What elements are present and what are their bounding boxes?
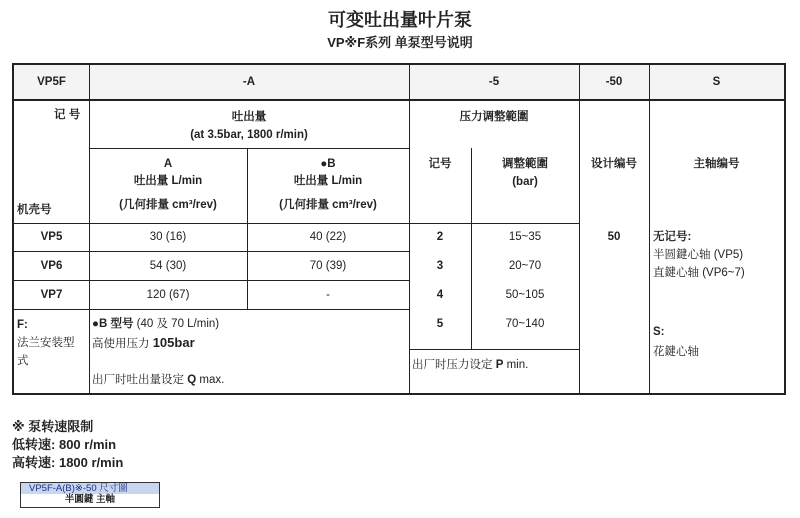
b-note-model: ●B 型号 <box>92 318 134 330</box>
a-label: A <box>163 158 173 170</box>
b-label: ●B <box>320 158 336 170</box>
b-value-vp6: 70 (39) <box>309 259 347 272</box>
code-design: -50 <box>605 76 623 88</box>
b-unit: 吐出量 L/min <box>293 175 363 187</box>
case-vp6: VP6 <box>40 259 63 272</box>
design-value: 50 <box>607 231 621 243</box>
pressure-note-min: min. <box>506 359 529 371</box>
design-no-label: 设计编号 <box>591 158 637 170</box>
pressure-mark-3: 3 <box>436 259 444 272</box>
case-no-label: 机壳号 <box>17 204 52 216</box>
pressure-note <box>412 358 528 373</box>
a-geo: (几何排量 cm³/rev) <box>119 199 217 211</box>
model-code-table <box>12 63 786 395</box>
pressure-note-p: P <box>495 359 504 371</box>
row-line-3 <box>14 309 409 310</box>
notes-heading: ※ 泵转速限制 <box>12 419 94 434</box>
stamp-title[interactable]: VP5F-A(B)※-50 尺寸圖 <box>21 483 159 494</box>
speed-limit-notes <box>12 418 123 472</box>
b-note-line3 <box>92 373 224 388</box>
pressure-mark-5: 5 <box>436 317 444 330</box>
a-value-vp6: 54 (30) <box>149 259 187 272</box>
pressure-unit-label: (bar) <box>512 176 538 188</box>
low-speed-label: 低转速: <box>12 437 56 452</box>
flange-line1: 法兰安装型 <box>17 337 75 349</box>
code-pressure: -5 <box>488 76 500 88</box>
a-value-vp5: 30 (16) <box>149 231 187 243</box>
displacement-condition: (at 3.5bar, 1800 r/min) <box>190 129 308 141</box>
b-geo: (几何排量 cm³/rev) <box>279 199 377 211</box>
b-note-max-pressure-value: 105bar <box>152 335 195 350</box>
a-unit: 吐出量 L/min <box>133 175 203 187</box>
shaft-none-line2: 直鍵心轴 (VP6~7) <box>653 267 745 279</box>
b-value-vp5: 40 (22) <box>309 231 347 243</box>
high-speed-value: 1800 r/min <box>58 455 124 470</box>
pressure-mark-2: 2 <box>436 231 444 243</box>
shaft-no-label: 主轴编号 <box>693 158 740 170</box>
page-subtitle: VP※F系列 单泵型号说明 <box>327 35 473 50</box>
displacement-title: 吐出量 <box>231 111 267 123</box>
b-note-range: (40 及 70 L/min) <box>136 318 220 330</box>
b-note-factory-label: 出厂时吐出量设定 <box>92 374 184 386</box>
case-vp5: VP5 <box>40 231 63 243</box>
a-value-vp7: 120 (67) <box>146 288 190 301</box>
pressure-range-4: 50~105 <box>505 288 545 301</box>
pressure-title: 压力调整範圍 <box>459 111 529 123</box>
mark-label: 记 号 <box>54 109 81 121</box>
flange-line2: 式 <box>17 355 29 367</box>
case-vp7: VP7 <box>40 288 63 301</box>
b-note-line2 <box>92 335 195 352</box>
b-value-vp7: - <box>326 288 330 301</box>
pressure-range-5: 70~140 <box>505 317 545 330</box>
pressure-mark-label: 记号 <box>428 158 452 170</box>
pressure-range-label: 调整範圍 <box>502 158 548 170</box>
b-note-max-pressure-label: 高使用压力 <box>92 338 150 350</box>
shaft-s-label: S: <box>653 326 665 338</box>
disp-subheader-line <box>89 148 409 149</box>
shaft-s-line: 花鍵心轴 <box>653 346 699 358</box>
high-speed-label: 高转速: <box>12 455 56 470</box>
b-note-q: Q <box>187 374 197 386</box>
pressure-note-label: 出厂时压力设定 <box>412 359 493 371</box>
pressure-mark-4: 4 <box>436 288 444 301</box>
shaft-none-line1: 半圆鍵心轴 (VP5) <box>653 249 744 261</box>
pressure-note-line <box>409 349 579 350</box>
code-series: VP5F <box>37 76 66 88</box>
code-displacement: -A <box>242 76 256 88</box>
b-note-line1 <box>92 317 219 332</box>
low-speed-value: 800 r/min <box>58 437 117 452</box>
code-shaft: S <box>712 76 721 88</box>
b-note-max: max. <box>199 374 225 386</box>
page-title: 可变吐出量叶片泵 <box>328 10 472 30</box>
header-divider <box>14 99 784 101</box>
shaft-none-label: 无记号: <box>653 231 692 243</box>
stamp-subtitle: 半圓鍵 主軸 <box>64 494 116 505</box>
pressure-range-2: 15~35 <box>508 231 542 243</box>
col-line-4 <box>649 65 650 393</box>
pressure-range-3: 20~70 <box>508 259 542 272</box>
notes-high-speed <box>12 454 123 472</box>
notes-low-speed <box>12 436 123 454</box>
drawing-link-stamp[interactable] <box>20 482 160 508</box>
flange-label: F: <box>17 319 28 331</box>
